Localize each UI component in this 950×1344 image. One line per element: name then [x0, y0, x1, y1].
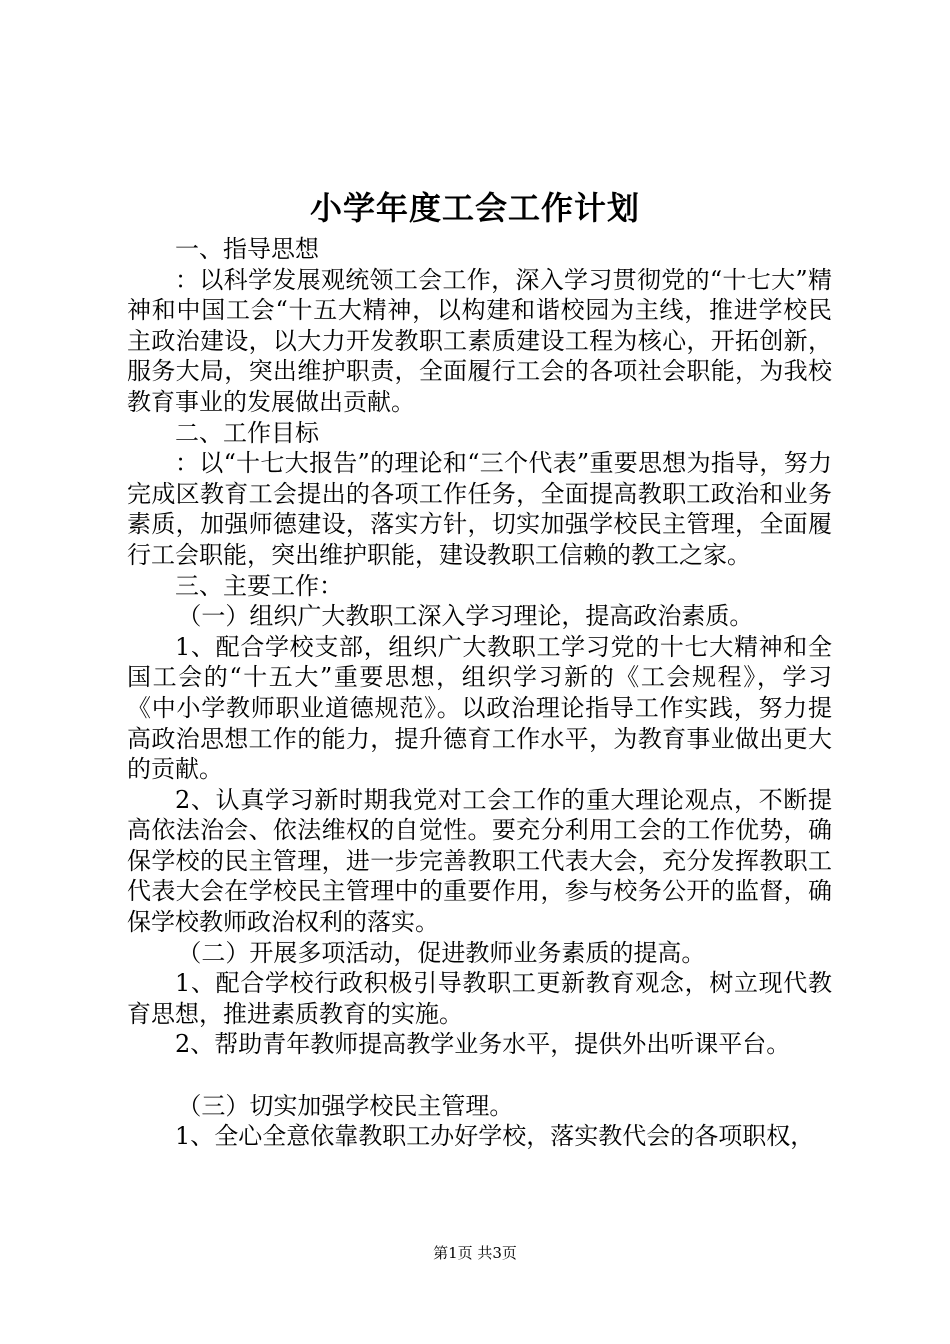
section-heading-guiding-thought: 一、指导思想	[175, 235, 319, 263]
blank-line	[127, 1060, 832, 1091]
paragraph-guiding-thought: ：以科学发展观统领工会工作，深入学习贯彻党的“十七大”精神和中国工会“十五大精神，以构建和谐校园为主线，推进学校民主政治建设，以大力开发教职工素质建设工程为核心，开拓创新，服务大局，突出维护职责，全面履行工会的各项社会职能，为我校教育事业的发展做出贡献。	[127, 265, 832, 416]
section-heading-main-work: 三、主要工作：	[175, 571, 343, 600]
paragraph-item-1-2: 2、认真学习新时期我党对工会工作的重大理论观点，不断提高依法治会、依法维权的自觉性。要充分利用工会的工作优势，确保学校的民主管理，进一步完善教职工代表大会，充分发挥教职工代表大会在学校民主管理中的重要作用，参与校务公开的监督，确保学校教师政治权利的落实。	[127, 785, 832, 937]
paragraph-item-1-1: 1、配合学校支部，组织广大教职工学习党的十七大精神和全国工会的“十五大”重要思想，组织学习新的《工会规程》，学习《中小学教师职业道德规范》。以政治理论指导工作实践，努力提高政治思想工作的能力，提升德育工作水平，为教育事业做出更大的贡献。	[127, 632, 832, 784]
document-body	[127, 234, 832, 1152]
section-heading-work-goals: 二、工作目标	[175, 418, 319, 447]
subheading-democratic-management: （三）切实加强学校民主管理。	[177, 1091, 514, 1120]
paragraph-work-goals: ：以“十七大报告”的理论和“三个代表”重要思想为指导，努力完成区教育工会提出的各项工作任务，全面提高教职工政治和业务素质，加强师德建设，落实方针，切实加强学校民主管理，全面履行工会职能，突出维护职能，建设教职工信赖的教工之家。	[127, 449, 832, 569]
paragraph-item-2-1: 1、配合学校行政积极引导教职工更新教育观念，树立现代教育思想，推进素质教育的实施。	[127, 969, 832, 1028]
paragraph-item-3-1: 1、全心全意依靠教职工办好学校，落实教代会的各项职权，	[175, 1122, 815, 1151]
subheading-study-theory: （一）组织广大教职工深入学习理论，提高政治素质。	[177, 602, 754, 631]
document-title: 小学年度工会工作计划	[309, 189, 640, 227]
subheading-activities: （二）开展多项活动，促进教师业务素质的提高。	[177, 938, 706, 967]
paragraph-item-2-2: 2、帮助青年教师提高教学业务水平，提供外出听课平台。	[175, 1030, 791, 1059]
page-footer: 第1页 共3页	[433, 1244, 517, 1262]
